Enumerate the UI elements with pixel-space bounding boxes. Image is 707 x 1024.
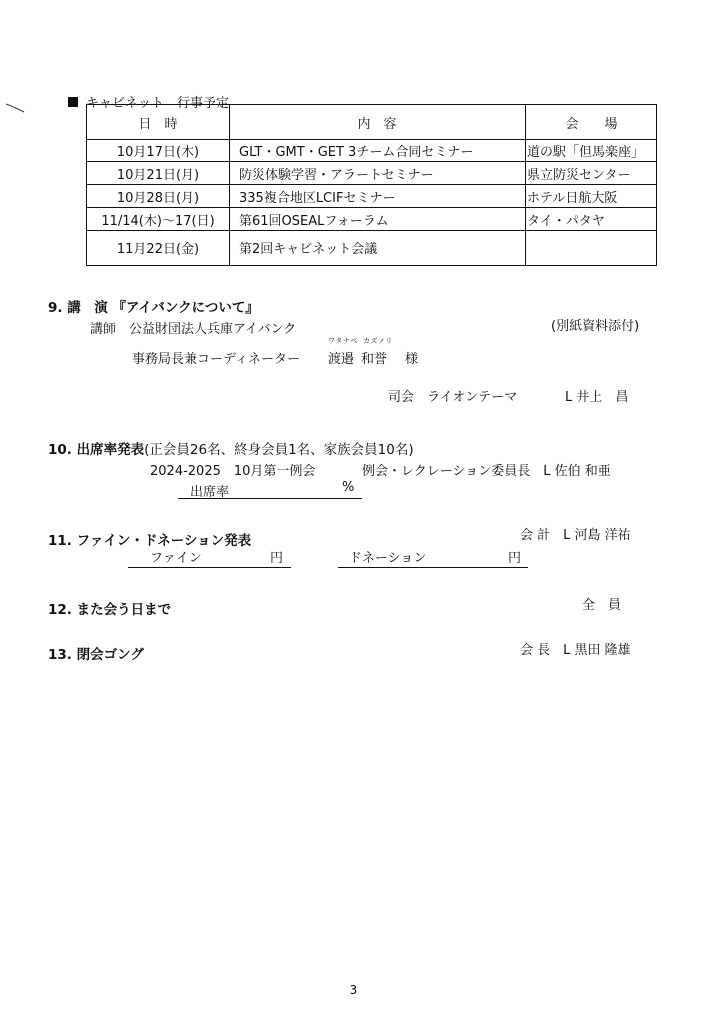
row-content: 335複合地区LCIFセミナー (239, 190, 396, 206)
item9-position: 事務局長兼コーディネーター (132, 352, 300, 367)
item9-given-name: 和誉 (361, 352, 388, 367)
item9-lecturer: 講師 公益財団法人兵庫アイバンク (90, 322, 297, 337)
row-content: 第61回OSEALフォーラム (239, 213, 389, 229)
item11-heading: 11. ファイン・ドネーション発表 (48, 533, 252, 549)
row-venue: 道の駅「但馬楽座」 (527, 144, 645, 160)
row-venue: タイ・パタヤ (527, 213, 605, 229)
item13-heading: 13. 閉会ゴング (48, 647, 144, 663)
ruby-family-name: ワタナベ (328, 337, 358, 345)
item9-honorific: 様 (405, 352, 419, 367)
item10-line (48, 438, 414, 458)
row-venue (527, 231, 657, 264)
table-row (87, 185, 656, 208)
row-date: 10月28日(月) (116, 190, 200, 206)
margin-pen-mark (4, 100, 26, 114)
item10-meeting: 2024-2025 10月第一例会 (150, 464, 316, 479)
row-content: GLT・GMT・GET 3チーム合同セミナー (239, 144, 474, 160)
ruby-given-name: カズノリ (363, 337, 393, 345)
table-row (87, 162, 656, 185)
item9-host-name: L 井上 昌 (565, 390, 629, 405)
item9-host-role: 司会 ライオンテーマ (388, 390, 518, 405)
row-content: 防災体験学習・アラートセミナー (239, 167, 434, 183)
item9-heading: 9. 講 演 『アイバンクについて』 (48, 300, 259, 316)
item12-responsible: 全 員 (582, 598, 622, 613)
item10-heading: 10. 出席率発表 (48, 442, 145, 458)
fine-unit: 円 (270, 551, 284, 566)
donation-unit: 円 (508, 551, 522, 566)
attendance-percent: % (342, 480, 355, 495)
item12-heading: 12. また会う日まで (48, 602, 172, 618)
row-date: 11月22日(金) (116, 242, 200, 257)
donation-underline (338, 567, 528, 568)
page-number: 3 (349, 983, 358, 997)
table-row (87, 208, 656, 231)
table-row (87, 139, 656, 162)
header-content: 内 容 (357, 117, 397, 132)
fine-underline (128, 567, 291, 568)
schedule-table (86, 104, 657, 266)
item9-family-name: 渡邉 (328, 352, 355, 367)
donation-label: ドネーション (349, 551, 427, 566)
schedule-title-text: キャビネット 行事予定 (86, 96, 230, 111)
item9-attachment-note: (別紙資料添付) (551, 319, 640, 334)
square-bullet-icon (68, 97, 78, 107)
row-date: 10月17日(木) (116, 144, 200, 160)
row-content: 第2回キャビネット会議 (239, 242, 378, 257)
row-date: 11/14(木)～17(日) (101, 213, 215, 229)
item11-treasurer: 会 計 L 河島 洋祐 (520, 528, 631, 543)
attendance-underline (178, 498, 362, 499)
header-date: 日 時 (138, 117, 178, 132)
item10-committee: 例会・レクレーション委員長 L 佐伯 和亜 (362, 464, 611, 479)
row-venue: 県立防災センター (527, 167, 631, 183)
attendance-label: 出席率 (190, 485, 230, 500)
fine-label: ファイン (150, 551, 202, 566)
row-date: 10月21日(月) (116, 167, 200, 183)
table-header-row (87, 105, 656, 140)
table-row (87, 231, 656, 264)
header-venue: 会 場 (565, 117, 618, 132)
item13-responsible: 会 長 L 黒田 隆雄 (520, 643, 631, 658)
item10-member-counts: (正会員26名、終身会員1名、家族会員10名) (144, 442, 414, 458)
row-venue: ホテル日航大阪 (527, 190, 618, 206)
